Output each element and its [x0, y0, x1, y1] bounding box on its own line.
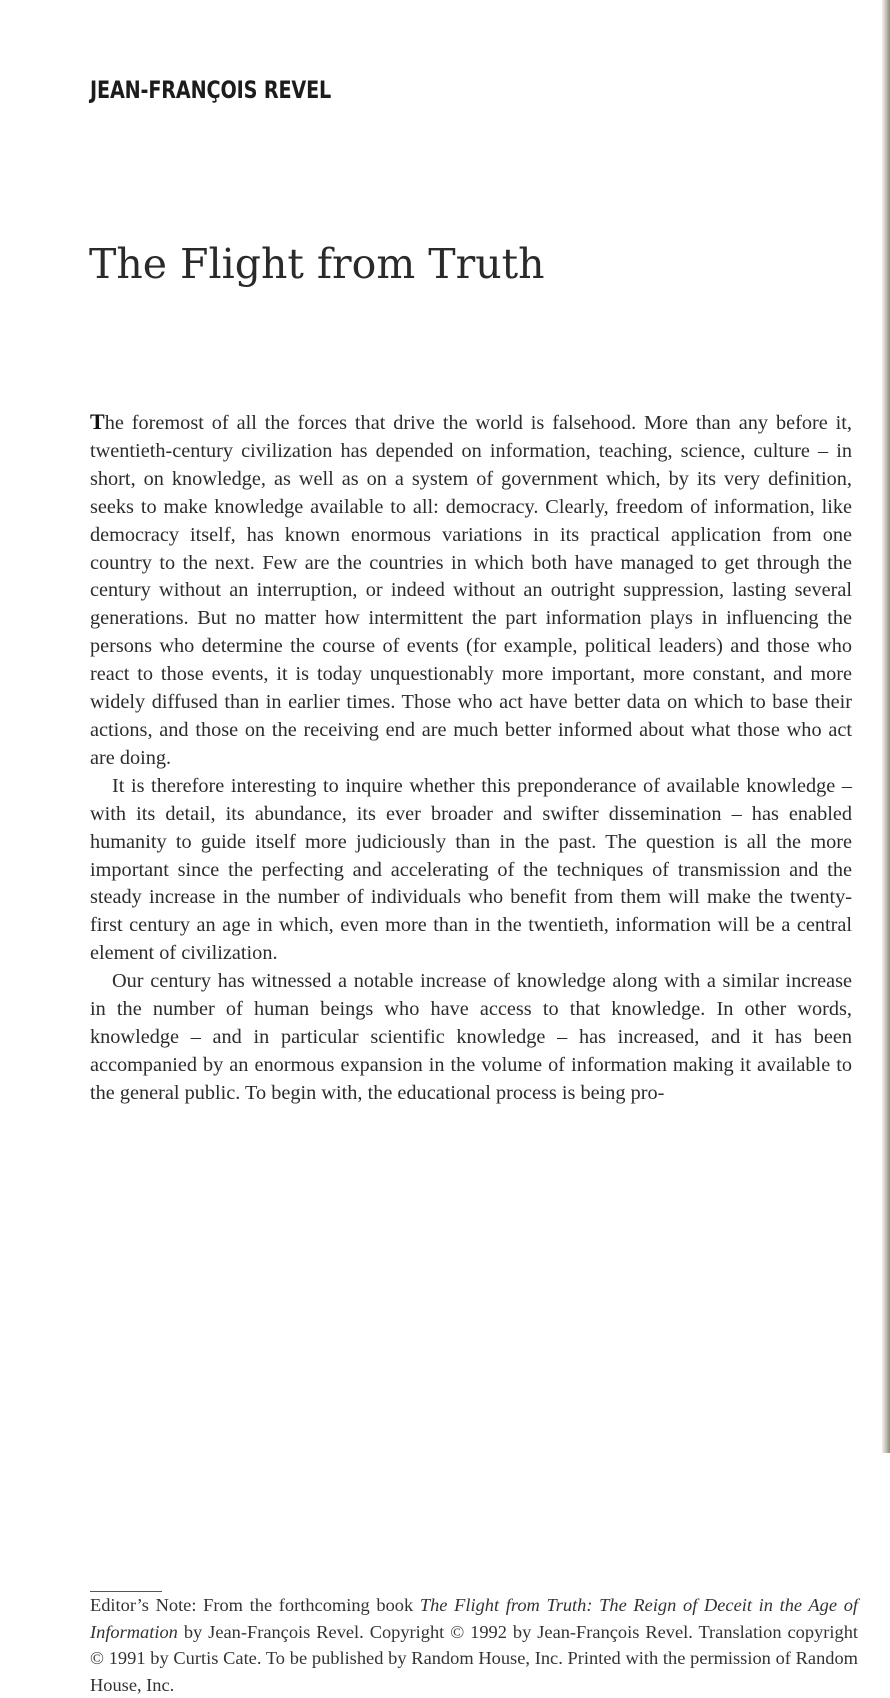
paragraph-3: Our century has witnessed a notable increase of knowledge along with a similar increase in the number of human beings who have access to that knowledge. In other words, knowledge – and in particular scientific knowledge – has increased, and it has been accompanied by an enormous expansion in the volume of information making it available to the general public. To begin with, the educational process is being pro- — [90, 970, 852, 1104]
editors-note — [90, 1592, 858, 1698]
paragraph-1-text: he foremost of all the forces that drive the world is falsehood. More than any before it, twentieth-century civilization has depended on information, teaching, science, culture – in short, on knowledge, as well as on a system of government which, by its very definition, seeks to make knowledge available to all: democracy. Clearly, freedom of information, like democracy itself, has known enormous variations in its practical application from one country to the next. Few are the countries in which both have managed to get through the century without an interruption, or indeed without an outright suppression, lasting several generations. But no matter how intermittent the part information plays in influencing the persons who determine the course of events (for example, political leaders) and those who react to those events, it is today unquestionably more important, more constant, and more widely diffused than in earlier times. Those who act have better data on which to base their actions, and those on the receiving end are much better informed about what those who act are doing. — [90, 412, 852, 769]
paragraph-1 — [90, 408, 852, 773]
editors-note-prefix: Editor’s Note: From the forthcoming book — [90, 1595, 420, 1615]
book-title: The Flight from Truth: The Reign of Deceit in the Age of Information — [90, 1595, 859, 1642]
drop-cap: T — [90, 409, 105, 434]
page-edge-shadow — [882, 0, 890, 1453]
paragraph-2: It is therefore interesting to inquire whether this preponderance of available knowledge – with its detail, its abundance, its ever broader and swifter dissemination – has enabled humanity to guide itself more judiciously than in the past. The question is all the more important since the perfecting and accelerating of the techniques of transmission and the steady increase in the number of individuals who benefit from them will make the twenty-first century an age in which, even more than in the twentieth, information will be a central element of civilization. — [90, 774, 852, 965]
editors-note-rest: by Jean-François Revel. Copyright © 1992 by Jean-François Revel. Translation copyright © 1991 by Curtis Cate. To be published by Random House, Inc. Printed with the permission of Random House, Inc. — [90, 1621, 858, 1695]
article-title: The Flight from Truth — [89, 240, 545, 288]
author-name: JEAN-FRANÇOIS REVEL — [90, 76, 332, 104]
article-body — [90, 408, 852, 1108]
